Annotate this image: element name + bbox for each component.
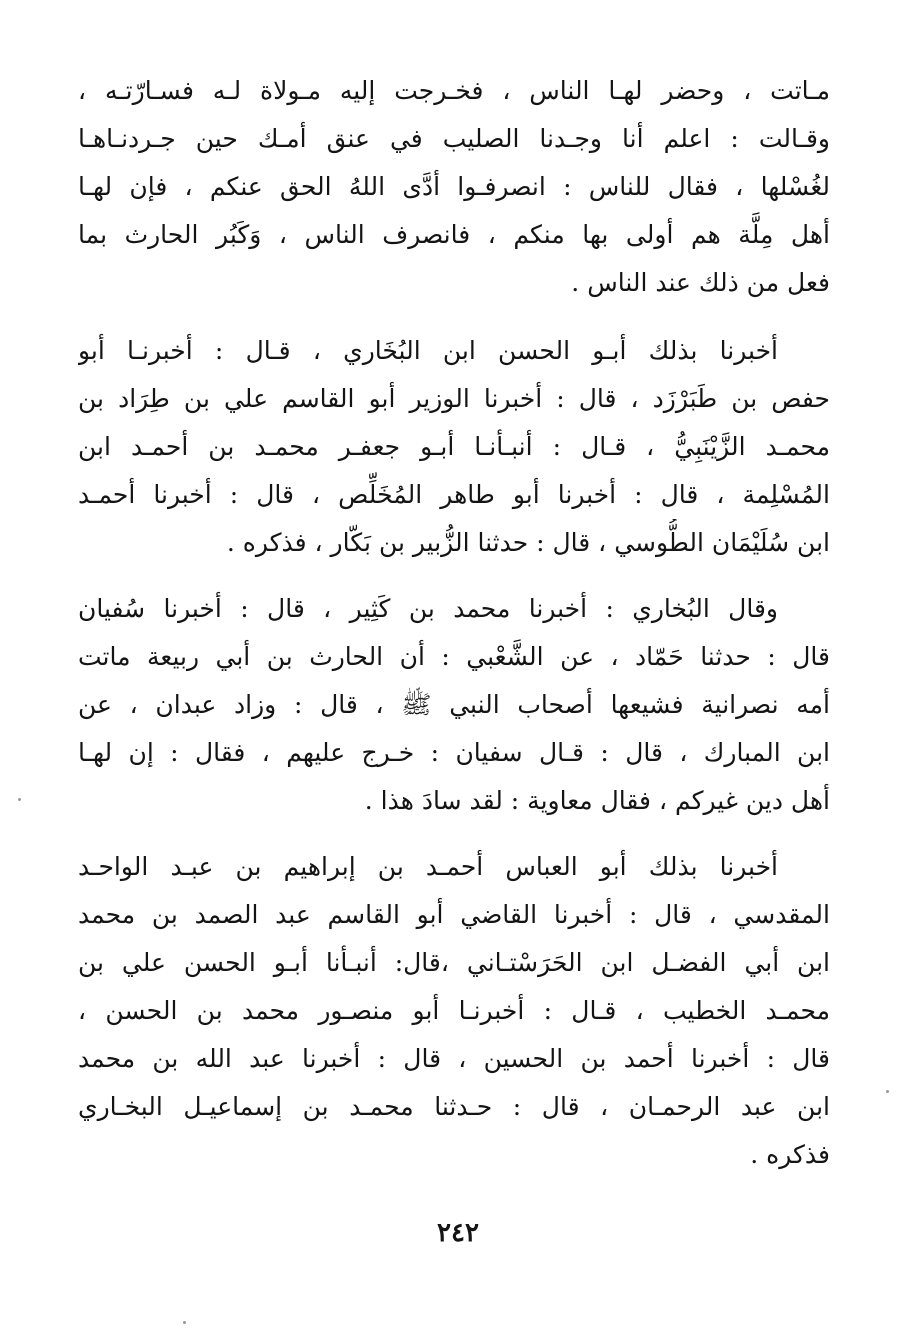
page-number: ٢٤٢ [437,1218,479,1248]
text-line: قال : حدثنا حَمّاد ، عن الشَّعْبي : أن الحارث بن أبي ربيعة ماتت [78,642,830,671]
text-line: المقدسي ، قال : أخبرنا القاضي أبو القاسم عبد الصمد بن محمد [78,900,830,929]
paragraph-1 [78,67,830,307]
text-line: فذكره . [750,1140,830,1169]
text-line: المُسْلِمة ، قال : أخبرنا أبو طاهر المُخَلِّص ، قال : أخبرنا أحمـد [78,480,830,509]
text-line: مـاتت ، وحضر لهـا الناس ، فخـرجت إليه مـولاة لـه فسـارّتـه ، [78,76,830,105]
scan-speck [183,1321,186,1324]
text-line: فعل من ذلك عند الناس . [571,268,830,297]
text-line: أخبرنا بذلك أبـو الحسن ابن البُخَاري ، قـال : أخبرنـا أبو [78,336,778,365]
text-line: أمه نصرانية فشيعها أصحاب النبي ﷺ ، قال : وزاد عبدان ، عن [78,690,830,719]
text-line: لغُسْلها ، فقال للناس : انصرفـوا أدَّى اللهُ الحق عنكم ، فإن لهـا [78,172,830,201]
paragraph-3 [78,585,830,825]
text-line: محمـد الخطيب ، قـال : أخبرنـا أبو منصـور محمد بن الحسن ، [78,996,830,1025]
text-line: ابن المبارك ، قال : قـال سفيان : خـرج عليهم ، فقال : إن لهـا [78,738,830,767]
text-line: ابن سُلَيْمَان الطُّوسي ، قال : حدثنا الزُّبير بن بَكّار ، فذكره . [226,528,830,557]
paragraph-2 [78,327,830,567]
text-line: حفص بن طَبَرْزَد ، قال : أخبرنا الوزير أبو القاسم علي بن طِرَاد بن [78,384,830,413]
paragraph-4 [78,843,830,1179]
text-line: وقال البُخاري : أخبرنا محمد بن كَثِير ، قال : أخبرنا سُفيان [78,594,778,623]
text-line: ابن أبي الفضـل ابن الحَرَسْتـاني ،قال: أنبـأنا أبـو الحسن علي بن [78,948,830,977]
text-line: قال : أخبرنا أحمد بن الحسين ، قال : أخبرنا عبد الله بن محمد [78,1044,830,1073]
text-line: ابن عبد الرحمـان ، قال : حـدثنا محمـد بن إسماعيـل البخـاري [78,1092,830,1121]
scan-speck [886,1090,889,1093]
text-line: أهل مِلَّة هم أولى بها منكم ، فانصرف الناس ، وَكَبُر الحارث بما [78,220,830,249]
text-line: أهل دين غيركم ، فقال معاوية : لقد سادَ هذا . [364,786,830,815]
scan-speck [18,798,21,801]
text-line: محمـد الزَّيْنَبِيُّ ، قـال : أنبـأنـا أبـو جعفـر محمـد بن أحمـد ابن [78,432,830,461]
text-line: أخبرنا بذلك أبو العباس أحمـد بن إبراهيم بن عبـد الواحـد [78,852,778,881]
text-line: وقـالت : اعلم أنا وجـدنا الصليب في عنق أمـك حين جـردنـاهـا [78,124,830,153]
